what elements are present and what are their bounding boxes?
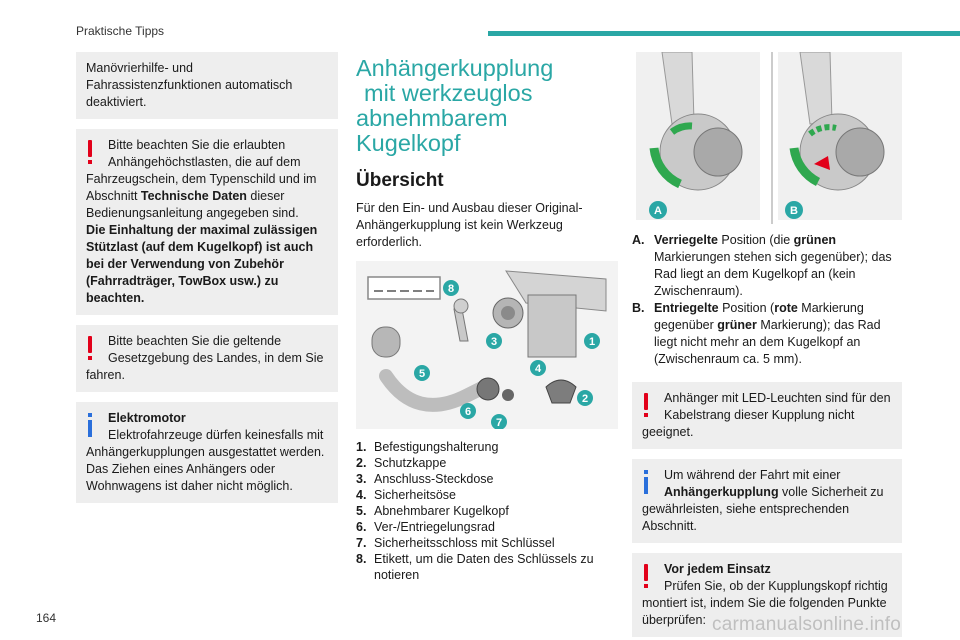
warning-box-led <box>632 382 902 449</box>
position-descriptions <box>632 232 902 368</box>
warning-text-rest: montiert ist, indem Sie die folgenden Punkte überprüfen: <box>642 596 887 627</box>
watermark: carmanualsonline.info <box>712 614 902 635</box>
info-text: Elektrofahrzeuge dürfen keinesfalls mit <box>108 428 324 442</box>
svg-text:3: 3 <box>490 336 498 348</box>
info-text-rest: gewährleisten, siehe entsprechenden Abschnitt. <box>642 502 850 533</box>
note-box <box>76 52 338 119</box>
list-item: 7. Sicherheitsschloss mit Schlüssel <box>356 536 555 550</box>
page-number: 164 <box>36 611 57 625</box>
photo-label-b <box>785 201 803 219</box>
callout-2 <box>577 390 593 406</box>
column-2 <box>356 56 618 583</box>
info-text-rest: Anhängerkupplungen ausgestattet werden. Das Ziehen eines Anhängers oder Wohnwagens ist daher nicht möglich. <box>86 445 325 493</box>
svg-text:5: 5 <box>418 368 426 380</box>
info-title: Elektromotor <box>108 411 186 425</box>
note-text: Manövrierhilfe- und Fahrassistenzfunktionen automatisch deaktiviert. <box>86 61 293 109</box>
list-item: 5. Abnehmbarer Kugelkopf <box>356 504 509 518</box>
warning-box-2 <box>76 325 338 392</box>
info-box-safety <box>632 459 902 543</box>
callout-5 <box>414 365 430 381</box>
photo-label-a <box>649 201 667 219</box>
svg-text:B: B <box>790 205 798 217</box>
warning-box <box>76 129 338 315</box>
warning-text-rest: Fahrzeugschein, dem Typenschild und im Abschnitt Technische Daten dieser Bedienungsanleitung angegeben sind. <box>86 172 317 220</box>
callout-4 <box>530 360 546 376</box>
parts-list <box>356 439 618 583</box>
section-title: Anhängerkupplung mit werkzeuglos abnehmbarem Kugelkopf <box>356 55 554 156</box>
callout-1 <box>584 333 600 349</box>
svg-text:1: 1 <box>588 336 596 348</box>
warning-icon <box>85 336 95 362</box>
warning-text: Prüfen Sie, ob der Kupplungskopf richtig <box>664 579 888 593</box>
tow-hitch-drawing <box>356 261 618 429</box>
callout-6 <box>460 403 476 419</box>
position-b: B. Entriegelte Position (rote Markierung gegenüber grüner Markierung); das Rad liegt nicht mehr an dem Kugelkopf an (Zwischenraum ca. 5 mm). <box>632 301 881 366</box>
position-a: A. Verriegelte Position (die grünen Markierungen stehen sich gegenüber); das Rad liegt an dem Kugelkopf an (kein Zwischenraum). <box>632 233 892 298</box>
warning-icon <box>641 393 651 419</box>
callout-8 <box>443 280 459 296</box>
svg-text:2: 2 <box>581 393 589 405</box>
warning-text: Bitte beachten Sie die erlaubten Anhängehöchstlasten, die auf dem <box>108 138 301 169</box>
list-item: 3. Anschluss-Steckdose <box>356 472 494 486</box>
info-icon <box>641 470 651 496</box>
callout-7 <box>491 414 507 429</box>
svg-text:7: 7 <box>495 417 503 429</box>
header-title: Praktische Tipps <box>76 24 165 38</box>
info-text: Um während der Fahrt mit einer Anhängerkupplung volle Sicherheit zu <box>664 468 884 499</box>
warning-text-rest: geeignet. <box>642 425 694 439</box>
warning-icon <box>641 564 651 590</box>
intro-text: Für den Ein- und Ausbau dieser Original-Anhängerkupplung ist kein Werkzeug erforderlich. <box>356 201 583 249</box>
svg-text:6: 6 <box>464 406 472 418</box>
warning-text-rest: fahren. <box>86 368 125 382</box>
tow-hitch-illustration <box>356 261 618 429</box>
warning-text: Bitte beachten Sie die geltende Gesetzgebung des Landes, in dem Sie <box>108 334 324 365</box>
info-box <box>76 402 338 503</box>
subsection-title: Übersicht <box>356 170 444 191</box>
list-item: 8. Etikett, um die Daten des Schlüssels zu notieren <box>356 552 594 582</box>
warning-icon <box>85 140 95 166</box>
list-item: 1. Befestigungshalterung <box>356 440 499 454</box>
wheel-position-illustrations <box>632 52 902 224</box>
header-bar <box>488 31 960 36</box>
svg-text:A: A <box>654 205 662 217</box>
column-1 <box>76 52 338 513</box>
warning-text: Anhänger mit LED-Leuchten sind für den Kabelstrang dieser Kupplung nicht <box>664 391 891 422</box>
warning-bold-paragraph: Die Einhaltung der maximal zulässigen Stützlast (auf dem Kugelkopf) ist auch bei der Verwendung von Zubehör (Fahrradträger, TowBox usw.) zu beachten. <box>86 223 318 305</box>
wheel-positions-drawing <box>632 52 902 224</box>
info-icon <box>85 413 95 439</box>
svg-text:4: 4 <box>534 363 542 375</box>
warning-title: Vor jedem Einsatz <box>664 562 771 576</box>
callout-3 <box>486 333 502 349</box>
column-3 <box>632 52 902 640</box>
list-item: 6. Ver-/Entriegelungsrad <box>356 520 495 534</box>
list-item: 4. Sicherheitsöse <box>356 488 456 502</box>
list-item: 2. Schutzkappe <box>356 456 447 470</box>
svg-text:8: 8 <box>447 283 455 295</box>
